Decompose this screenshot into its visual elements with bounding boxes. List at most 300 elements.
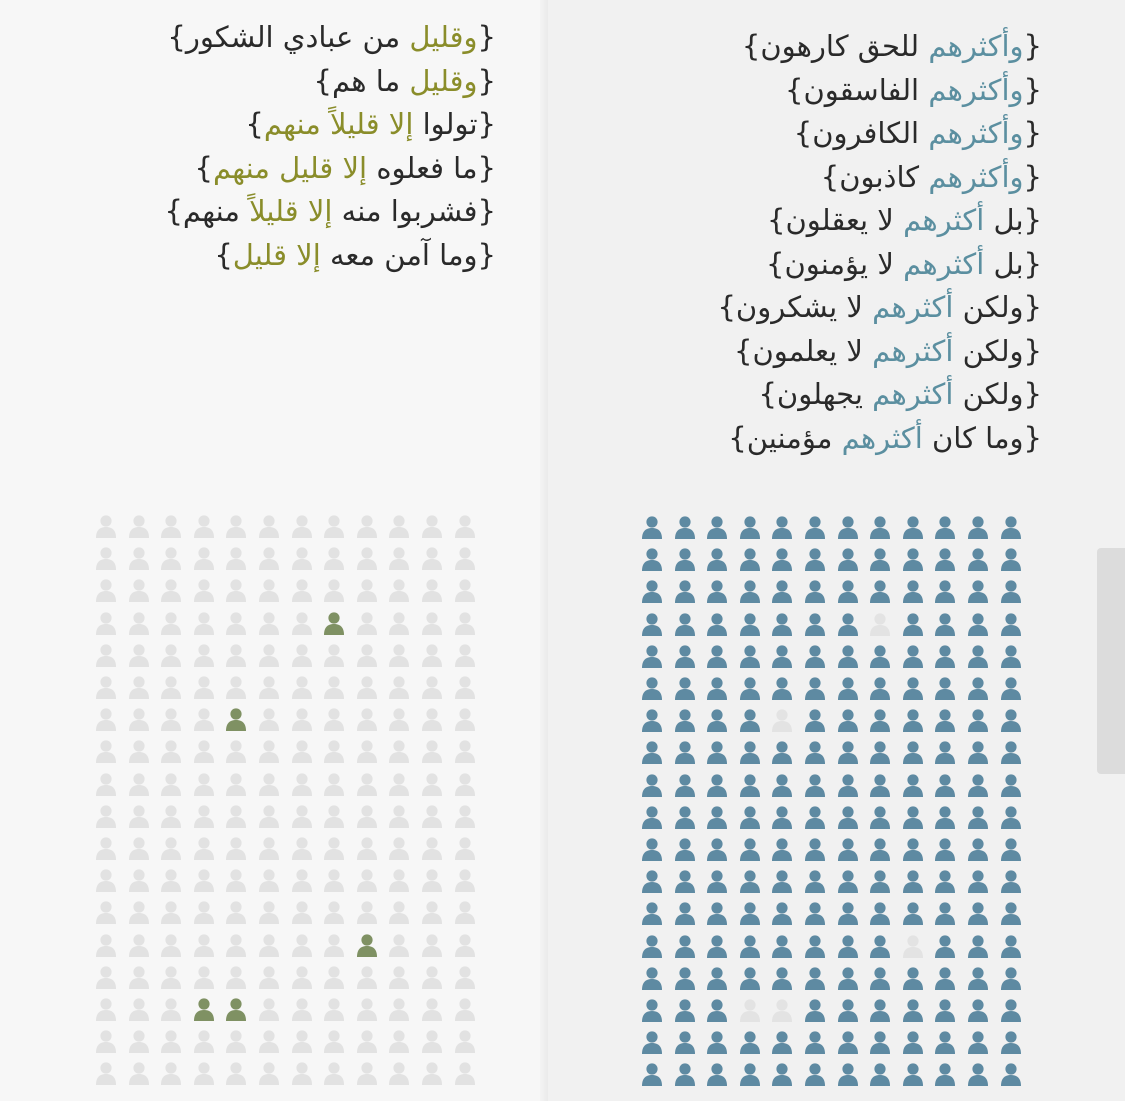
person-icon [770,836,794,862]
person-icon [770,900,794,926]
verse-highlight: إلا قليلاً منهم [263,107,414,141]
person-icon [127,899,151,925]
person-icon [836,772,860,798]
person-icon [355,577,379,603]
person-icon [738,514,762,540]
person-icon [705,707,729,733]
person-icon [290,899,314,925]
person-icon [803,900,827,926]
person-icon [420,513,444,539]
person-icon [355,835,379,861]
person-icon [705,965,729,991]
person-icon [836,707,860,733]
person-icon [933,675,957,701]
person-icon [290,996,314,1022]
person-icon [999,772,1023,798]
person-icon [738,900,762,926]
person-icon [803,997,827,1023]
person-icon [673,1029,697,1055]
person-icon [868,868,892,894]
person-icon [94,545,118,571]
person-icon [868,836,892,862]
verse-text: { [1023,72,1042,107]
person-icon [673,675,697,701]
person-icon [705,675,729,701]
person-icon [673,933,697,959]
person-icon [322,674,346,700]
person-icon [453,1028,477,1054]
person-icon [999,578,1023,604]
person-icon [803,965,827,991]
person-icon [901,868,925,894]
person-icon [94,642,118,668]
person-icon [836,675,860,701]
person-icon [803,611,827,637]
verse-text: {وما آمن معه [320,237,496,272]
person-icon [999,611,1023,637]
person-icon [673,900,697,926]
person-icon [322,738,346,764]
person-icon [94,803,118,829]
person-icon [224,577,248,603]
verse-text: من عبادي الشكور} [167,20,410,54]
verse-line [164,103,496,147]
verse-text: لا يشكرون} [717,290,873,324]
person-icon [836,739,860,765]
person-icon [836,514,860,540]
person-icon [322,964,346,990]
person-icon [770,643,794,669]
person-icon [159,771,183,797]
person-icon [705,546,729,572]
left-verse-list [164,16,496,277]
verse-highlight: أكثرهم [872,333,954,368]
verse-text: يجهلون} [758,377,873,411]
person-icon [966,707,990,733]
person-icon [770,933,794,959]
person-icon [420,610,444,636]
person-icon [420,577,444,603]
verse-highlight: أكثرهم [903,203,985,237]
person-icon [738,997,762,1023]
person-icon [257,771,281,797]
person-icon [868,707,892,733]
person-icon [322,545,346,571]
person-icon [966,965,990,991]
person-icon [673,643,697,669]
person-icon [673,804,697,830]
person-icon [770,546,794,572]
person-icon [387,996,411,1022]
person-icon [127,674,151,700]
person-icon [803,804,827,830]
person-icon [868,804,892,830]
person-icon [290,674,314,700]
person-icon [159,738,183,764]
verse-text: { [477,20,496,54]
verse-line [164,60,496,104]
person-icon [322,932,346,958]
verse-highlight: إلا قليلاً [249,194,333,228]
person-icon [640,739,664,765]
person-icon [387,899,411,925]
person-icon [901,578,925,604]
person-icon [803,868,827,894]
person-icon [901,1029,925,1055]
person-icon [355,545,379,571]
person-icon [640,546,664,572]
person-icon [159,545,183,571]
person-icon [224,706,248,732]
person-icon [868,933,892,959]
person-icon [290,738,314,764]
person-icon [192,932,216,958]
person-icon [224,1028,248,1054]
person-icon [673,1061,697,1087]
verse-text: { [477,63,496,98]
person-icon [640,675,664,701]
person-icon [192,513,216,539]
person-icon [966,546,990,572]
person-icon [999,965,1023,991]
person-icon [868,1061,892,1087]
person-icon [257,996,281,1022]
person-icon [159,513,183,539]
person-icon [673,546,697,572]
person-icon [673,997,697,1023]
verse-highlight: وقليل [409,63,478,98]
person-icon [640,772,664,798]
person-icon [966,1029,990,1055]
person-icon [868,900,892,926]
person-icon [999,1061,1023,1087]
person-icon [803,836,827,862]
person-icon [738,739,762,765]
person-icon [966,675,990,701]
person-icon [387,803,411,829]
person-icon [355,610,379,636]
person-icon [738,965,762,991]
person-icon [868,772,892,798]
person-icon [94,1060,118,1086]
person-icon [868,546,892,572]
person-icon [933,578,957,604]
person-icon [355,513,379,539]
person-icon [159,1028,183,1054]
person-icon [322,642,346,668]
person-icon [453,867,477,893]
verse-text: {فشربوا منه [332,194,496,228]
person-icon [901,1061,925,1087]
person-icon [901,675,925,701]
person-icon [933,1029,957,1055]
person-icon [901,643,925,669]
person-icon [387,610,411,636]
person-icon [192,803,216,829]
person-icon [159,867,183,893]
person-icon [322,996,346,1022]
verse-text: } [214,237,233,272]
person-icon [933,900,957,926]
person-icon [640,514,664,540]
person-icon [192,996,216,1022]
person-icon [94,835,118,861]
person-icon [322,835,346,861]
verse-highlight: أكثرهم [903,246,985,281]
person-icon [770,514,794,540]
person-icon [803,739,827,765]
person-icon [640,611,664,637]
person-icon [94,674,118,700]
person-icon [159,642,183,668]
person-icon [933,804,957,830]
verse-highlight: أكثرهم [872,290,954,324]
person-icon [420,738,444,764]
person-icon [999,643,1023,669]
person-icon [803,514,827,540]
verse-text: { [1023,159,1042,194]
person-icon [257,610,281,636]
person-icon [999,739,1023,765]
verse-text: {بل [984,203,1042,237]
person-icon [770,804,794,830]
person-icon [868,1029,892,1055]
person-icon [999,675,1023,701]
person-icon [224,771,248,797]
person-icon [257,577,281,603]
person-icon [257,1028,281,1054]
person-icon [290,964,314,990]
person-icon [705,933,729,959]
verse-text: للحق كارهون} [741,29,929,63]
person-icon [355,674,379,700]
person-icon [705,578,729,604]
person-icon [999,868,1023,894]
verse-highlight: إلا قليل منهم [212,150,368,185]
person-icon [420,803,444,829]
person-icon [355,867,379,893]
person-icon [453,674,477,700]
person-icon [770,707,794,733]
person-icon [420,996,444,1022]
person-icon [159,835,183,861]
person-icon [387,1028,411,1054]
person-icon [999,933,1023,959]
person-icon [453,577,477,603]
person-icon [192,964,216,990]
person-icon [159,706,183,732]
verse-text: كاذبون} [820,159,929,194]
person-icon [868,643,892,669]
person-icon [640,900,664,926]
person-icon [355,899,379,925]
person-icon [127,932,151,958]
person-icon [94,899,118,925]
person-icon [770,675,794,701]
person-icon [933,1061,957,1087]
person-icon [453,642,477,668]
person-icon [966,868,990,894]
person-icon [387,1060,411,1086]
person-icon [94,610,118,636]
person-icon [127,964,151,990]
person-icon [453,771,477,797]
person-icon [387,835,411,861]
person-icon [933,836,957,862]
person-icon [127,642,151,668]
verse-text: {ولكن [953,333,1042,368]
person-icon [159,964,183,990]
person-icon [836,1061,860,1087]
person-icon [387,738,411,764]
person-icon [94,738,118,764]
person-icon [224,545,248,571]
person-icon [901,804,925,830]
person-icon [640,965,664,991]
person-icon [901,772,925,798]
person-icon [836,643,860,669]
person-icon [224,899,248,925]
verse-text: مؤمنين} [728,420,842,455]
person-icon [640,578,664,604]
person-icon [770,1061,794,1087]
person-icon [933,868,957,894]
person-icon [127,738,151,764]
person-icon [738,772,762,798]
person-icon [966,997,990,1023]
person-icon [224,610,248,636]
person-icon [453,738,477,764]
person-icon [453,610,477,636]
verse-text: {وما كان [922,420,1042,455]
person-icon [705,514,729,540]
person-icon [192,577,216,603]
person-icon [420,964,444,990]
verse-text: الفاسقون} [785,72,929,107]
person-icon [966,900,990,926]
person-icon [224,1060,248,1086]
person-icon [673,965,697,991]
person-icon [127,996,151,1022]
person-icon [257,803,281,829]
right-verse-list [717,25,1042,460]
person-icon [901,997,925,1023]
person-icon [933,739,957,765]
person-icon [673,868,697,894]
person-icon [322,771,346,797]
person-icon [257,1060,281,1086]
person-icon [933,546,957,572]
person-icon [127,1028,151,1054]
person-icon [355,932,379,958]
verse-text: } [194,150,213,185]
verse-text: } [245,107,264,141]
person-icon [901,611,925,637]
person-icon [192,706,216,732]
person-icon [224,867,248,893]
person-icon [868,611,892,637]
person-icon [127,771,151,797]
person-icon [192,610,216,636]
verse-line [717,373,1042,417]
person-icon [738,804,762,830]
person-icon [868,514,892,540]
person-icon [673,578,697,604]
person-icon [738,868,762,894]
person-icon [224,835,248,861]
person-icon [705,611,729,637]
person-icon [453,706,477,732]
person-icon [224,738,248,764]
person-icon [127,867,151,893]
person-icon [933,933,957,959]
person-icon [803,772,827,798]
person-icon [387,513,411,539]
left-page [0,0,548,1101]
person-icon [420,899,444,925]
person-icon [738,836,762,862]
person-icon [192,642,216,668]
verse-highlight: وأكثرهم [928,72,1024,107]
verse-text: { [1023,29,1042,63]
verse-line [717,199,1042,243]
person-icon [673,707,697,733]
person-icon [453,899,477,925]
person-icon [738,643,762,669]
verse-highlight: أكثرهم [841,420,923,455]
verse-line [717,25,1042,69]
person-icon [770,739,794,765]
person-icon [192,1028,216,1054]
verse-text: لا يؤمنون} [766,246,904,281]
person-icon [387,642,411,668]
person-icon [159,1060,183,1086]
person-icon [387,867,411,893]
person-icon [836,1029,860,1055]
person-icon [453,803,477,829]
person-icon [966,772,990,798]
person-icon [257,545,281,571]
person-icon [836,868,860,894]
person-icon [94,932,118,958]
person-icon [868,578,892,604]
person-icon [673,514,697,540]
person-icon [770,868,794,894]
person-icon [803,578,827,604]
person-icon [738,546,762,572]
person-icon [673,836,697,862]
verse-highlight: وأكثرهم [928,159,1024,194]
person-icon [836,611,860,637]
person-icon [803,675,827,701]
person-icon [355,996,379,1022]
person-icon [640,1029,664,1055]
person-icon [257,899,281,925]
person-icon [290,545,314,571]
person-icon [640,804,664,830]
person-icon [387,932,411,958]
person-icon [224,964,248,990]
person-icon [322,706,346,732]
person-icon [453,996,477,1022]
person-icon [94,964,118,990]
verse-text: الكافرون} [793,116,929,150]
person-icon [770,1029,794,1055]
page-edge-tab [1097,548,1125,774]
person-icon [453,1060,477,1086]
person-icon [322,1028,346,1054]
person-icon [355,738,379,764]
